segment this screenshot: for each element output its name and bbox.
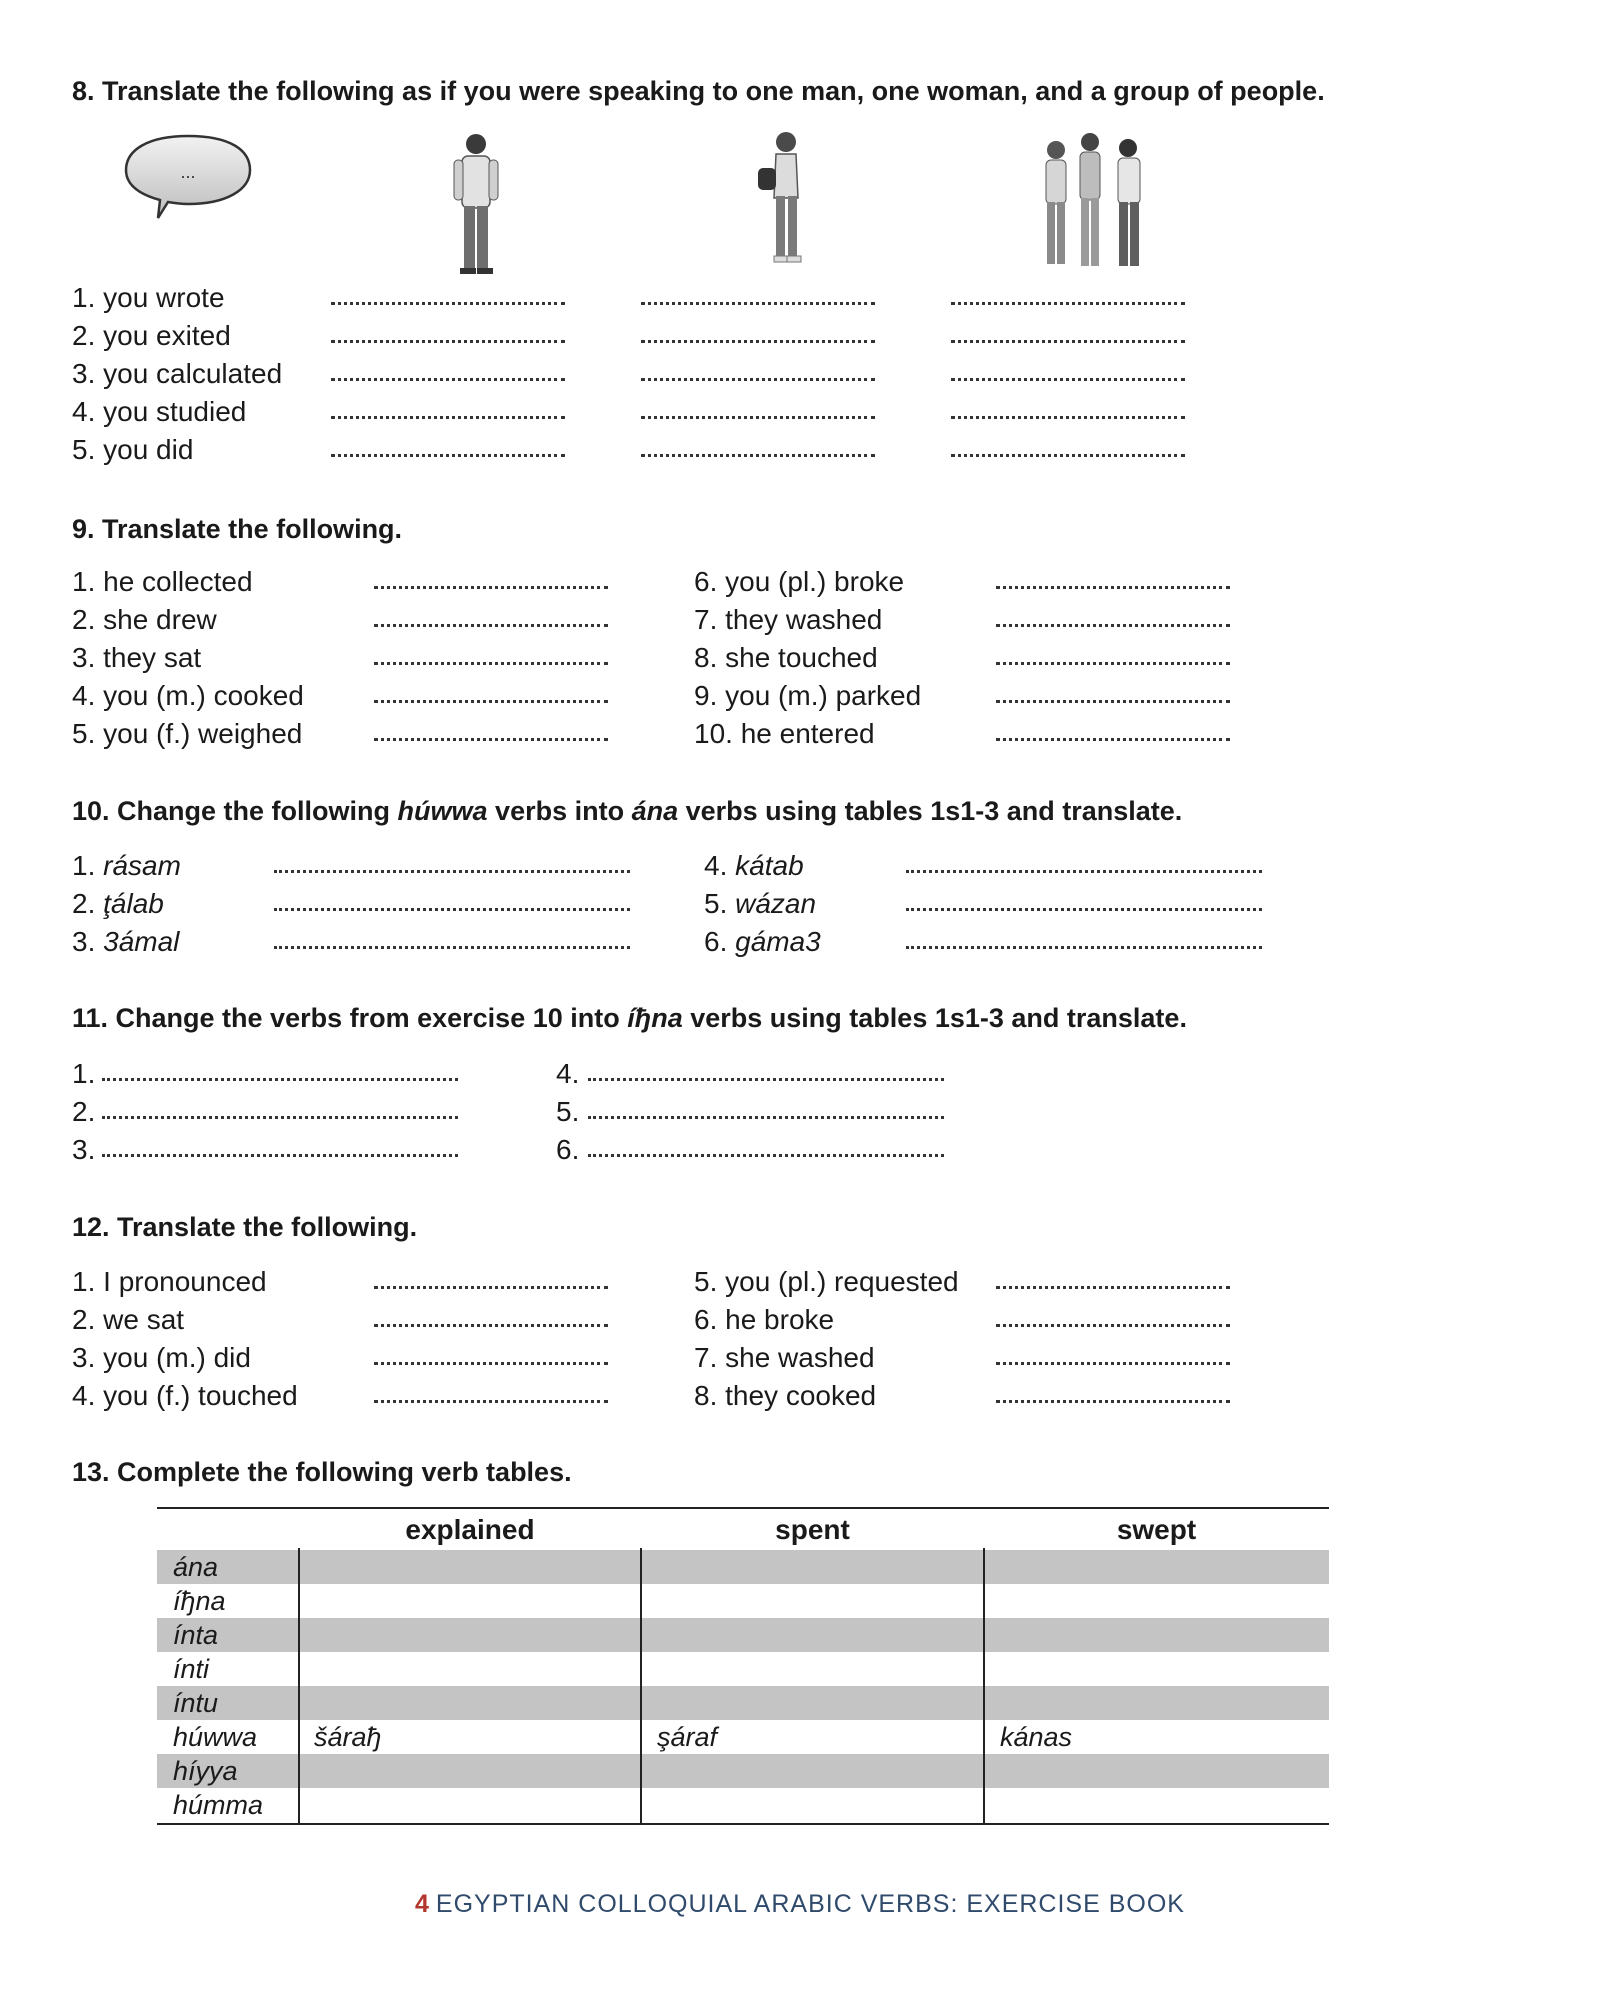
table-row: íntu bbox=[157, 1686, 1329, 1720]
answer-blank[interactable] bbox=[102, 1078, 458, 1081]
table-row: ána bbox=[157, 1550, 1329, 1584]
answer-blank[interactable] bbox=[951, 302, 1185, 305]
answer-blank[interactable] bbox=[996, 700, 1230, 703]
table-row: íђna bbox=[173, 1586, 226, 1616]
ex11-item: 5. bbox=[556, 1096, 580, 1127]
cell-huwwa-spent: şáraf bbox=[657, 1722, 718, 1752]
header-swept: swept bbox=[1116, 1514, 1197, 1545]
answer-blank[interactable] bbox=[641, 416, 875, 419]
ex12-item: 3. you (m.) did bbox=[72, 1342, 251, 1373]
answer-blank[interactable] bbox=[331, 340, 565, 343]
ex8-item: 2. you exited bbox=[72, 320, 231, 351]
ex8-item: 1. you wrote bbox=[72, 282, 225, 313]
answer-blank[interactable] bbox=[374, 662, 608, 665]
ex9-item: 10. he entered bbox=[694, 718, 875, 749]
answer-blank[interactable] bbox=[641, 340, 875, 343]
ex10-item: 2. ţálab bbox=[72, 888, 164, 919]
ex9-title: 9. Translate the following. bbox=[72, 514, 403, 544]
ex12-item: 7. she washed bbox=[694, 1342, 875, 1373]
ex11-item: 6. bbox=[556, 1134, 580, 1165]
answer-blank[interactable] bbox=[906, 946, 1262, 949]
column-divider bbox=[983, 1548, 985, 1823]
answer-blank[interactable] bbox=[102, 1154, 458, 1157]
ex12-title: 12. Translate the following. bbox=[72, 1212, 418, 1242]
speech-bubble-icon bbox=[122, 132, 254, 224]
header-spent: spent bbox=[775, 1514, 850, 1545]
ex8-item: 5. you did bbox=[72, 434, 194, 465]
answer-blank[interactable] bbox=[274, 870, 630, 873]
answer-blank[interactable] bbox=[996, 1400, 1230, 1403]
table-row: húmma bbox=[173, 1790, 264, 1820]
answer-blank[interactable] bbox=[102, 1116, 458, 1119]
column-divider bbox=[298, 1548, 300, 1823]
answer-blank[interactable] bbox=[374, 1362, 608, 1365]
answer-blank[interactable] bbox=[996, 586, 1230, 589]
answer-blank[interactable] bbox=[588, 1154, 944, 1157]
ex9-item: 4. you (m.) cooked bbox=[72, 680, 304, 711]
ex8-title: 8. Translate the following as if you were speaking to one man, one woman, and a group of people. bbox=[72, 76, 1325, 106]
table-row: ínta bbox=[157, 1618, 1329, 1652]
answer-blank[interactable] bbox=[588, 1078, 944, 1081]
woman-figure bbox=[748, 128, 818, 270]
answer-blank[interactable] bbox=[641, 302, 875, 305]
ex11-title: 11. Change the verbs from exercise 10 into íђna verbs using tables 1s1-3 and translate. bbox=[72, 1003, 1187, 1033]
ex9-item: 6. you (pl.) broke bbox=[694, 566, 905, 597]
answer-blank[interactable] bbox=[374, 1400, 608, 1403]
answer-blank[interactable] bbox=[996, 1286, 1230, 1289]
ex11-item: 2. bbox=[72, 1096, 96, 1127]
ex12-item: 2. we sat bbox=[72, 1304, 185, 1335]
answer-blank[interactable] bbox=[996, 1362, 1230, 1365]
answer-blank[interactable] bbox=[996, 738, 1230, 741]
cell-huwwa-swept: kánas bbox=[1000, 1722, 1073, 1752]
answer-blank[interactable] bbox=[331, 454, 565, 457]
bubble-text: ... bbox=[180, 162, 196, 182]
table-header bbox=[157, 1507, 1329, 1552]
answer-blank[interactable] bbox=[951, 454, 1185, 457]
answer-blank[interactable] bbox=[996, 624, 1230, 627]
table-row: híyya bbox=[157, 1754, 1329, 1788]
ex10-item: 3. 3ámal bbox=[72, 926, 180, 957]
ex12-item: 8. they cooked bbox=[694, 1380, 877, 1411]
table-row: ínti bbox=[173, 1654, 210, 1684]
ex10-item: 6. gáma3 bbox=[704, 926, 821, 957]
answer-blank[interactable] bbox=[906, 908, 1262, 911]
answer-blank[interactable] bbox=[331, 378, 565, 381]
answer-blank[interactable] bbox=[951, 416, 1185, 419]
page-number: 4 bbox=[415, 1890, 430, 1918]
ex9-item: 7. they washed bbox=[694, 604, 883, 635]
answer-blank[interactable] bbox=[274, 946, 630, 949]
ex10-item: 4. kátab bbox=[704, 850, 804, 881]
answer-blank[interactable] bbox=[996, 662, 1230, 665]
answer-blank[interactable] bbox=[374, 586, 608, 589]
ex9-item: 9. you (m.) parked bbox=[694, 680, 922, 711]
answer-blank[interactable] bbox=[641, 454, 875, 457]
ex9-item: 5. you (f.) weighed bbox=[72, 718, 303, 749]
answer-blank[interactable] bbox=[374, 1286, 608, 1289]
ex11-item: 1. bbox=[72, 1058, 96, 1089]
ex10-item: 1. rásam bbox=[72, 850, 181, 881]
ex12-item: 1. I pronounced bbox=[72, 1266, 267, 1297]
ex13-title: 13. Complete the following verb tables. bbox=[72, 1457, 572, 1487]
answer-blank[interactable] bbox=[951, 378, 1185, 381]
answer-blank[interactable] bbox=[374, 1324, 608, 1327]
ex9-item: 3. they sat bbox=[72, 642, 202, 673]
ex9-item: 2. she drew bbox=[72, 604, 217, 635]
table-row: húwwa šáraђ şáraf kánas bbox=[173, 1722, 1073, 1752]
cell-huwwa-explained: šáraђ bbox=[314, 1722, 382, 1752]
ex8-item: 3. you calculated bbox=[72, 358, 283, 389]
ex10-title: 10. Change the following húwwa verbs into ána verbs using tables 1s1-3 and translate. bbox=[72, 796, 1183, 826]
answer-blank[interactable] bbox=[996, 1324, 1230, 1327]
book-title: EGYPTIAN COLLOQUIAL ARABIC VERBS: EXERCISE BOOK bbox=[435, 1890, 1185, 1918]
answer-blank[interactable] bbox=[641, 378, 875, 381]
ex12-item: 6. he broke bbox=[694, 1304, 835, 1335]
page-footer bbox=[0, 1890, 1600, 1919]
ex11-item: 3. bbox=[72, 1134, 96, 1165]
ex9-item: 8. she touched bbox=[694, 642, 878, 673]
answer-blank[interactable] bbox=[331, 416, 565, 419]
ex10-item: 5. wázan bbox=[704, 888, 817, 919]
column-divider bbox=[640, 1548, 642, 1823]
table-bottom-rule bbox=[157, 1823, 1329, 1825]
answer-blank[interactable] bbox=[374, 624, 608, 627]
ex9-item: 1. he collected bbox=[72, 566, 253, 597]
ex8-item: 4. you studied bbox=[72, 396, 247, 427]
man-figure bbox=[440, 130, 510, 280]
ex12-item: 5. you (pl.) requested bbox=[694, 1266, 959, 1297]
ex11-item: 4. bbox=[556, 1058, 580, 1089]
group-figure bbox=[1030, 128, 1160, 278]
answer-blank[interactable] bbox=[331, 302, 565, 305]
answer-blank[interactable] bbox=[274, 908, 630, 911]
answer-blank[interactable] bbox=[951, 340, 1185, 343]
ex12-item: 4. you (f.) touched bbox=[72, 1380, 298, 1411]
header-explained: explained bbox=[405, 1514, 535, 1545]
answer-blank[interactable] bbox=[374, 700, 608, 703]
answer-blank[interactable] bbox=[588, 1116, 944, 1119]
answer-blank[interactable] bbox=[906, 870, 1262, 873]
answer-blank[interactable] bbox=[374, 738, 608, 741]
